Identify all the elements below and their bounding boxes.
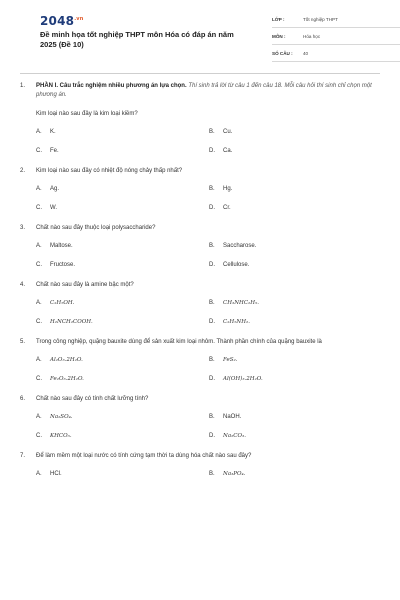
option-letter: B.	[209, 243, 215, 249]
option-text: Ag.	[50, 186, 60, 192]
option-letter: A.	[36, 243, 42, 249]
option-row	[20, 376, 380, 395]
question-3	[20, 224, 380, 281]
option-a[interactable]	[20, 357, 193, 376]
question-header	[20, 224, 380, 233]
option-b[interactable]	[193, 414, 366, 433]
option-formula: Na₃PO₄.	[223, 471, 246, 477]
part-intro	[36, 82, 380, 100]
meta-value: Hóa học	[303, 34, 321, 39]
option-text: W.	[50, 205, 57, 211]
option-text: Ca.	[223, 148, 233, 154]
meta-key: SỐ CÂU :	[272, 51, 293, 56]
option-c[interactable]	[20, 262, 193, 281]
option-letter: D.	[209, 262, 215, 268]
option-formula: KHCO₃.	[50, 433, 72, 439]
option-letter: A.	[36, 357, 42, 363]
option-d[interactable]	[193, 205, 366, 224]
option-letter: A.	[36, 414, 42, 420]
option-b[interactable]	[193, 471, 366, 490]
question-5	[20, 338, 380, 395]
option-a[interactable]	[20, 471, 193, 490]
option-formula: Na₂SO₄.	[50, 414, 73, 420]
option-text: Cr.	[223, 205, 231, 211]
page-title: Đề minh họa tốt nghiệp THPT môn Hóa có đáp án năm 2025 (Đề 10)	[40, 30, 234, 49]
question-text: Để làm mềm một loại nước có tính cứng tạm thời ta dùng hóa chất nào sau đây?	[36, 453, 252, 459]
question-number: 4.	[20, 282, 26, 288]
option-letter: A.	[36, 129, 42, 135]
question-header	[20, 452, 380, 461]
option-text: Hg.	[223, 186, 233, 192]
option-b[interactable]	[193, 300, 366, 319]
option-row	[20, 414, 380, 433]
option-d[interactable]	[193, 319, 366, 338]
question-4	[20, 281, 380, 338]
option-letter: C.	[36, 376, 42, 382]
option-c[interactable]	[20, 148, 193, 167]
option-letter: B.	[209, 186, 215, 192]
option-letter: B.	[209, 357, 215, 363]
question-text: Trong công nghiệp, quặng bauxite dùng để sản xuất kim loại nhôm. Thành phần chính của quặng bauxite là	[36, 339, 322, 345]
option-formula: Al(OH)₃.2H₂O.	[223, 376, 263, 382]
option-letter: D.	[209, 433, 215, 439]
option-formula: Na₂CO₃.	[223, 433, 246, 439]
option-c[interactable]	[20, 205, 193, 224]
options	[20, 300, 380, 338]
option-row	[20, 471, 380, 490]
question-text: Kim loại nào sau đây có nhiệt độ nóng chảy thấp nhất?	[36, 168, 183, 174]
option-row	[20, 262, 380, 281]
option-a[interactable]	[20, 243, 193, 262]
option-letter: B.	[209, 414, 215, 420]
option-letter: C.	[36, 262, 42, 268]
question-header	[20, 338, 380, 347]
option-d[interactable]	[193, 262, 366, 281]
question-number: 3.	[20, 225, 26, 231]
question-text: Chất nào sau đây thuộc loại polysaccharide?	[36, 225, 156, 231]
question-number: 7.	[20, 453, 26, 459]
option-b[interactable]	[193, 129, 366, 148]
option-a[interactable]	[20, 414, 193, 433]
options	[20, 243, 380, 281]
option-d[interactable]	[193, 148, 366, 167]
option-a[interactable]	[20, 186, 193, 205]
part-instruction: Thí sinh trả lời từ câu 1 đến câu 18. Mỗi câu hỏi thí sinh chỉ chọn một phương án.	[36, 83, 372, 98]
question-number: 2.	[20, 168, 26, 174]
option-row	[20, 319, 380, 338]
option-letter: B.	[209, 300, 215, 306]
question-6	[20, 395, 380, 452]
question-7	[20, 452, 380, 490]
option-row	[20, 205, 380, 224]
question-header	[20, 167, 380, 176]
option-d[interactable]	[193, 376, 366, 395]
options	[20, 357, 380, 395]
option-row	[20, 148, 380, 167]
option-c[interactable]	[20, 319, 193, 338]
option-text: Cellulose.	[223, 262, 250, 268]
option-c[interactable]	[20, 433, 193, 452]
brand-logo[interactable]	[40, 14, 84, 28]
question-2	[20, 167, 380, 224]
option-letter: A.	[36, 300, 42, 306]
meta-value: 40	[303, 51, 309, 56]
option-letter: C.	[36, 205, 42, 211]
option-text: K.	[50, 129, 56, 135]
option-text: Fructose.	[50, 262, 76, 268]
option-b[interactable]	[193, 186, 366, 205]
question-number: 1.	[20, 83, 26, 89]
option-c[interactable]	[20, 376, 193, 395]
option-text: HCl.	[50, 471, 62, 477]
option-text: Saccharose.	[223, 243, 257, 249]
question-text: Chất nào sau đây có tính chất lưỡng tính?	[36, 396, 149, 402]
option-text: Maltose.	[50, 243, 73, 249]
option-letter: D.	[209, 205, 215, 211]
question-text: Kim loại nào sau đây là kim loại kiềm?	[36, 111, 138, 117]
option-row	[20, 243, 380, 262]
brand-name: 2048	[40, 14, 75, 28]
question-text: Chất nào sau đây là amine bậc một?	[36, 282, 134, 288]
option-formula: FeS₂.	[223, 357, 238, 363]
option-letter: D.	[209, 148, 215, 154]
question-1	[20, 82, 380, 167]
question-list	[20, 80, 380, 490]
header	[20, 0, 380, 62]
question-header	[20, 82, 380, 100]
option-row	[20, 357, 380, 376]
option-letter: D.	[209, 319, 215, 325]
meta-panel	[272, 14, 400, 65]
option-letter: B.	[209, 129, 215, 135]
option-formula: H₂NCH₂COOH.	[50, 319, 93, 325]
meta-row-count	[272, 48, 400, 62]
option-text: Fe.	[50, 148, 59, 154]
option-letter: C.	[36, 433, 42, 439]
options	[20, 186, 380, 224]
options	[20, 414, 380, 452]
option-formula: CH₃NHC₂H₅.	[223, 300, 259, 306]
option-b[interactable]	[193, 243, 366, 262]
meta-row-class	[272, 14, 400, 28]
option-text: NaOH.	[223, 414, 242, 420]
option-a[interactable]	[20, 129, 193, 148]
options	[20, 129, 380, 167]
option-row	[20, 129, 380, 148]
option-letter: D.	[209, 376, 215, 382]
option-letter: C.	[36, 148, 42, 154]
question-header	[20, 395, 380, 404]
option-formula: Fe₂O₃.2H₂O.	[50, 376, 84, 382]
option-formula: C₂H₅OH.	[50, 300, 75, 306]
meta-value: Tốt nghiệp THPT	[303, 17, 338, 22]
question-number: 6.	[20, 396, 26, 402]
option-letter: A.	[36, 186, 42, 192]
meta-key: LỚP :	[272, 17, 285, 22]
option-letter: C.	[36, 319, 42, 325]
option-formula: C₂H₅NH₂.	[223, 319, 250, 325]
option-formula: Al₂O₃.2H₂O.	[50, 357, 83, 363]
option-a[interactable]	[20, 300, 193, 319]
question-number: 5.	[20, 339, 26, 345]
option-row	[20, 433, 380, 452]
brand-suffix: .vn	[74, 16, 84, 22]
question-header	[20, 281, 380, 290]
option-d[interactable]	[193, 433, 366, 452]
option-row	[20, 186, 380, 205]
meta-row-subject	[272, 31, 400, 45]
meta-key: MÔN :	[272, 34, 286, 39]
option-letter: B.	[209, 471, 215, 477]
option-letter: A.	[36, 471, 42, 477]
part-heading: PHẦN I. Câu trắc nghiệm nhiều phương án lựa chọn.	[36, 83, 187, 89]
option-text: Cu.	[223, 129, 233, 135]
option-b[interactable]	[193, 357, 366, 376]
option-row	[20, 300, 380, 319]
options	[20, 471, 380, 490]
header-divider	[20, 73, 380, 74]
